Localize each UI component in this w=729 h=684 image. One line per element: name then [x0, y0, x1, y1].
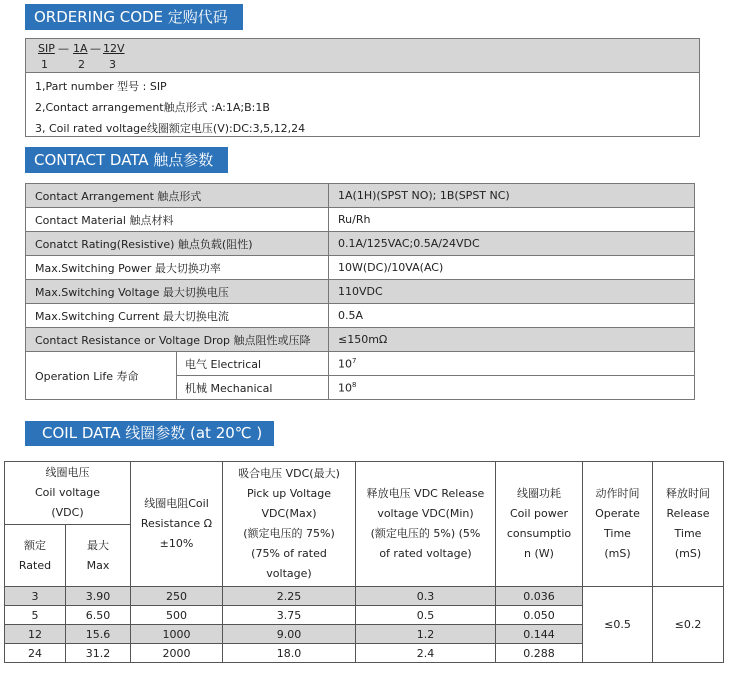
coil-data-table [4, 461, 724, 663]
ordering-line-part-number: 1,Part number 型号 : SIP [35, 80, 167, 93]
ordering-code-box [25, 38, 700, 137]
header-coil-power: 线圈功耗 Coil power consumptio n (W) [496, 462, 583, 587]
cell-pickup: 2.25 [223, 587, 356, 606]
contact-label: Max.Switching Voltage 最大切换电压 [26, 280, 329, 304]
contact-value: Ru/Rh [329, 208, 695, 232]
header-release-time: 释放时间 Release Time (mS) [653, 462, 724, 587]
contact-row-resistance [26, 328, 695, 352]
contact-label: Contact Arrangement 触点形式 [26, 184, 329, 208]
life-electrical-value: $10^7$ [329, 352, 695, 376]
cell-resistance: 250 [131, 587, 223, 606]
contact-value: 1A(1H)(SPST NO); 1B(SPST NC) [329, 184, 695, 208]
cell-resistance: 500 [131, 606, 223, 625]
cell-max: 6.50 [66, 606, 131, 625]
contact-row-life-electrical [26, 352, 695, 376]
ordering-code-heading: ORDERING CODE 定购代码 [25, 4, 243, 30]
contact-value: 10W(DC)/10VA(AC) [329, 256, 695, 280]
header-max: 最大 Max [66, 525, 131, 587]
cell-pickup: 9.00 [223, 625, 356, 644]
code-dash-2: — [90, 42, 101, 55]
cell-max: 3.90 [66, 587, 131, 606]
contact-label: Max.Switching Current 最大切换电流 [26, 304, 329, 328]
header-coil-resistance: 线圈电阻Coil Resistance Ω ±10% [131, 462, 223, 587]
contact-row-switching-voltage [26, 280, 695, 304]
contact-value: 0.1A/125VAC;0.5A/24VDC [329, 232, 695, 256]
contact-row-arrangement [26, 184, 695, 208]
code-number-3: 3 [109, 58, 116, 71]
contact-row-material [26, 208, 695, 232]
ordering-line-coil-voltage: 3, Coil rated voltage线圈额定电压(V):DC:3,5,12,24 [35, 122, 306, 135]
code-number-1: 1 [41, 58, 48, 71]
life-mechanical-value: $10^8$ [329, 376, 695, 400]
operation-life-label: Operation Life 寿命 [26, 352, 177, 400]
cell-release: 2.4 [356, 644, 496, 663]
cell-max: 15.6 [66, 625, 131, 644]
code-number-2: 2 [78, 58, 85, 71]
cell-power: 0.288 [496, 644, 583, 663]
contact-label: Contact Material 触点材料 [26, 208, 329, 232]
cell-rated: 3 [5, 587, 66, 606]
code-part-2: 1A [73, 42, 88, 55]
contact-label: Contact Resistance or Voltage Drop 触点阻性或压降 [26, 328, 329, 352]
cell-release: 0.3 [356, 587, 496, 606]
life-mechanical-label: 机械 Mechanical [177, 376, 329, 400]
header-operate-time: 动作时间 Operate Time (mS) [583, 462, 653, 587]
header-coil-voltage: 线圈电压 Coil voltage (VDC) [5, 462, 131, 525]
cell-pickup: 3.75 [223, 606, 356, 625]
cell-power: 0.144 [496, 625, 583, 644]
contact-data-heading: CONTACT DATA 触点参数 [25, 147, 228, 173]
cell-resistance: 2000 [131, 644, 223, 663]
cell-power: 0.050 [496, 606, 583, 625]
code-dash-1: — [58, 42, 69, 55]
header-rated: 额定 Rated [5, 525, 66, 587]
contact-label: Conatct Rating(Resistive) 触点负载(阻性) [26, 232, 329, 256]
contact-value: 110VDC [329, 280, 695, 304]
cell-rated: 12 [5, 625, 66, 644]
cell-release: 0.5 [356, 606, 496, 625]
contact-label: Max.Switching Power 最大切换功率 [26, 256, 329, 280]
coil-header-row-1 [5, 462, 724, 525]
contact-row-rating [26, 232, 695, 256]
cell-release: 1.2 [356, 625, 496, 644]
contact-row-switching-current [26, 304, 695, 328]
cell-release-time: ≤0.2 [653, 587, 724, 663]
cell-max: 31.2 [66, 644, 131, 663]
contact-value: ≤150mΩ [329, 328, 695, 352]
ordering-code-pattern [26, 39, 699, 73]
contact-row-switching-power [26, 256, 695, 280]
header-pickup-voltage: 吸合电压 VDC(最大) Pick up Voltage VDC(Max) (额定电压的 75%) (75% of rated voltage) [223, 462, 356, 587]
cell-resistance: 1000 [131, 625, 223, 644]
life-electrical-label: 电气 Electrical [177, 352, 329, 376]
cell-rated: 5 [5, 606, 66, 625]
cell-power: 0.036 [496, 587, 583, 606]
code-part-3: 12V [103, 42, 125, 55]
code-part-1: SIP [38, 42, 55, 55]
contact-data-table [25, 183, 695, 400]
contact-value: 0.5A [329, 304, 695, 328]
ordering-line-contact-arrangement: 2,Contact arrangement触点形式 :A:1A;B:1B [35, 101, 270, 114]
cell-rated: 24 [5, 644, 66, 663]
coil-row-3v [5, 587, 724, 606]
cell-operate-time: ≤0.5 [583, 587, 653, 663]
coil-data-heading: COIL DATA 线圈参数 (at 20℃ ) [25, 421, 274, 446]
header-release-voltage: 释放电压 VDC Release voltage VDC(Min) (额定电压的 5%) (5% of rated voltage) [356, 462, 496, 587]
cell-pickup: 18.0 [223, 644, 356, 663]
